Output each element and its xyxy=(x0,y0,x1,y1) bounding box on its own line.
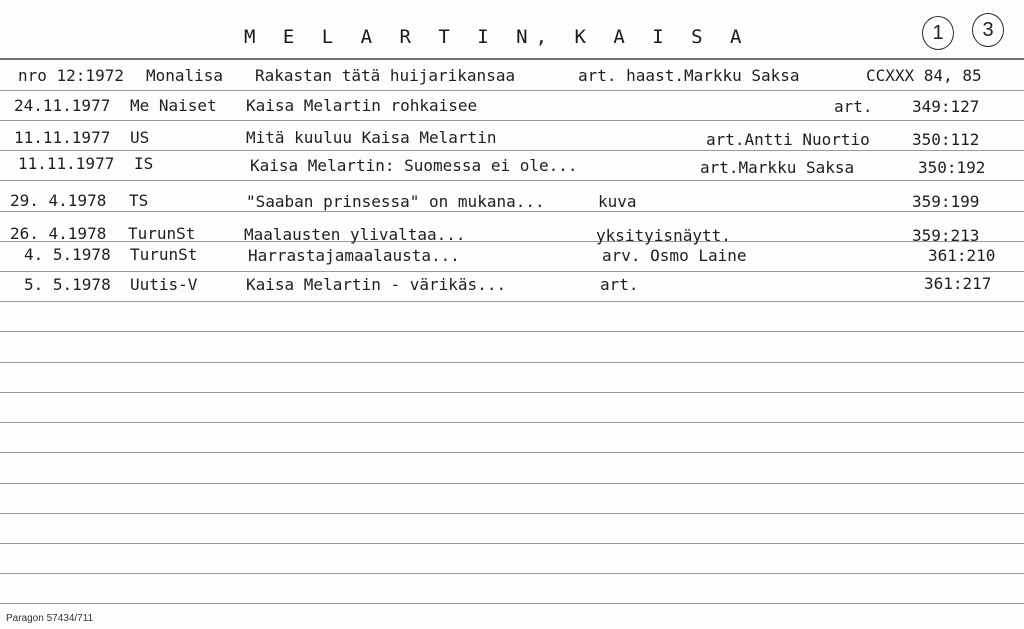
entry-title: Kaisa Melartin: Suomessa ei ole... xyxy=(250,156,578,175)
entry-title: Maalausten ylivaltaa... xyxy=(244,225,466,244)
card-title: M E L A R T I N, K A I S A xyxy=(244,26,750,48)
ruled-line xyxy=(0,362,1024,363)
ruled-line xyxy=(0,90,1024,91)
entry-date: 26. 4.1978 xyxy=(10,224,107,243)
ruled-line xyxy=(0,483,1024,484)
entry-note: art. xyxy=(834,97,873,116)
entry-ref: 359:213 xyxy=(912,226,980,245)
entry-title: Kaisa Melartin rohkaisee xyxy=(246,96,478,115)
entry-title: Rakastan tätä huijarikansaa xyxy=(255,66,516,85)
entry-ref: 349:127 xyxy=(912,97,980,116)
entry-title: Mitä kuuluu Kaisa Melartin xyxy=(246,128,497,147)
ruled-line xyxy=(0,301,1024,302)
ruled-line xyxy=(0,422,1024,423)
entry-note: art. haast.Markku Saksa xyxy=(578,66,800,85)
entry-source: TS xyxy=(129,191,149,210)
entry-source: US xyxy=(130,128,150,147)
entry-source: Uutis-V xyxy=(130,275,198,294)
ruled-line xyxy=(0,603,1024,604)
entry-ref: 361:217 xyxy=(924,274,992,293)
entry-source: Monalisa xyxy=(146,66,224,85)
entry-source: TurunSt xyxy=(128,224,196,243)
entry-date: 5. 5.1978 xyxy=(24,275,111,294)
header-rule xyxy=(0,58,1024,60)
circled-number: 3 xyxy=(972,13,1004,47)
ruled-line xyxy=(0,543,1024,544)
card-print-code: Paragon 57434/711 xyxy=(6,613,94,624)
ruled-line xyxy=(0,331,1024,332)
ruled-line xyxy=(0,392,1024,393)
entry-ref: 350:112 xyxy=(912,130,980,149)
entry-title: Kaisa Melartin - värikäs... xyxy=(246,275,507,294)
entry-date: nro 12:1972 xyxy=(18,66,124,85)
ruled-line xyxy=(0,513,1024,514)
ruled-line xyxy=(0,150,1024,151)
entry-title: Harrastajamaalausta... xyxy=(248,246,460,265)
entry-note: yksityisnäytt. xyxy=(596,226,731,245)
ruled-line xyxy=(0,120,1024,121)
ruled-line xyxy=(0,180,1024,181)
entry-source: TurunSt xyxy=(130,245,198,264)
entry-source: Me Naiset xyxy=(130,96,217,115)
entry-date: 29. 4.1978 xyxy=(10,191,107,210)
entry-note: art. xyxy=(600,275,639,294)
entry-date: 4. 5.1978 xyxy=(24,245,111,264)
entry-note: art.Antti Nuortio xyxy=(706,130,870,149)
entry-note: kuva xyxy=(598,192,637,211)
ruled-line xyxy=(0,271,1024,272)
circled-number: 1 xyxy=(922,16,954,50)
entry-date: 11.11.1977 xyxy=(14,128,111,147)
entry-ref: 359:199 xyxy=(912,192,980,211)
entry-note: art.Markku Saksa xyxy=(700,158,855,177)
entry-title: "Saaban prinsessa" on mukana... xyxy=(246,192,545,211)
entry-source: IS xyxy=(134,154,154,173)
entry-ref: 361:210 xyxy=(928,246,996,265)
ruled-line xyxy=(0,452,1024,453)
entry-date: 24.11.1977 xyxy=(14,96,111,115)
entry-date: 11.11.1977 xyxy=(18,154,115,173)
entry-ref: CCXXX 84, 85 xyxy=(866,66,982,85)
ruled-line xyxy=(0,573,1024,574)
entry-note: arv. Osmo Laine xyxy=(602,246,747,265)
entry-ref: 350:192 xyxy=(918,158,986,177)
